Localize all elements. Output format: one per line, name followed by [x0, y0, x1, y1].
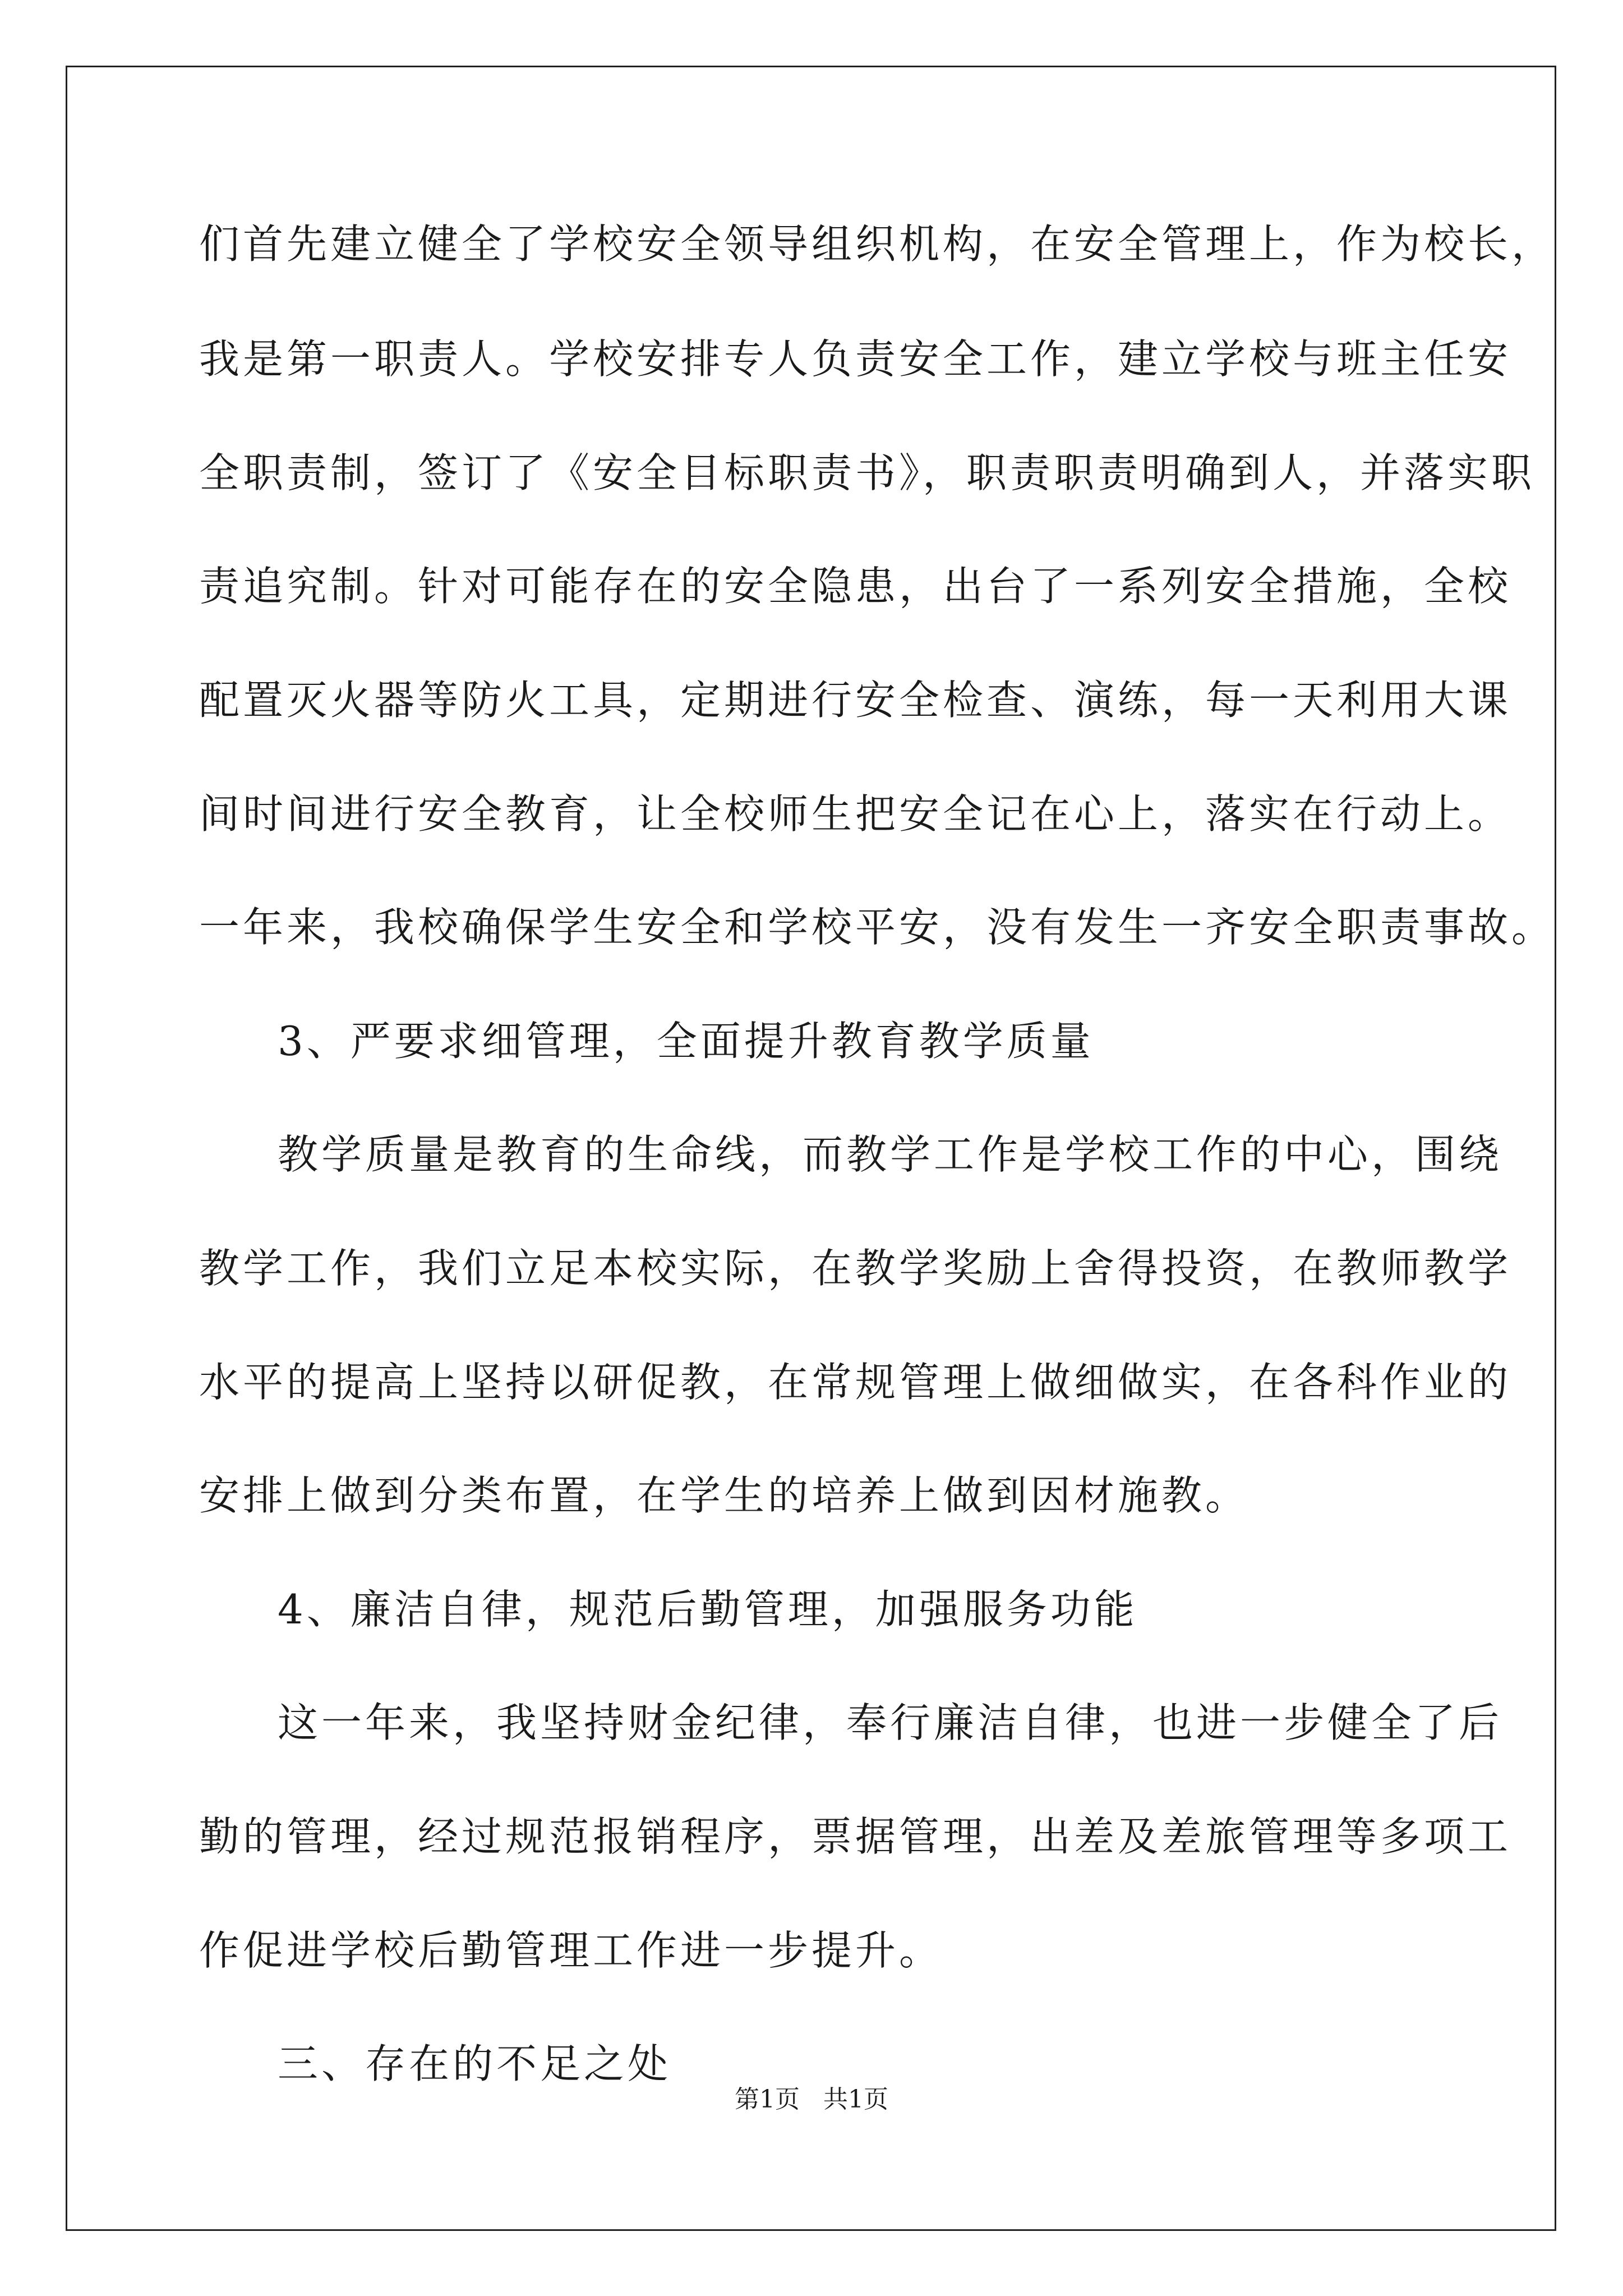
paragraph-line: 一年来，我校确保学生安全和学校平安，没有发生一齐安全职责事故。 [199, 904, 1556, 951]
paragraph-line: 全职责制，签订了《安全目标职责书》，职责职责明确到人，并落实职 [199, 449, 1536, 496]
page-number: 第1页 [735, 2085, 800, 2114]
page-footer [0, 2083, 1623, 2116]
paragraph-line: 作促进学校后勤管理工作进一步提升。 [199, 1927, 943, 1974]
paragraph-line: 这一年来，我坚持财金纪律，奉行廉洁自律，也进一步健全了后 [278, 1699, 1503, 1746]
paragraph-line: 教学工作，我们立足本校实际，在教学奖励上舍得投资，在教师教学 [199, 1245, 1512, 1292]
section-heading: 三、存在的不足之处 [278, 2040, 672, 2087]
paragraph-line: 教学质量是教育的生命线，而教学工作是学校工作的中心，围绕 [278, 1131, 1503, 1178]
paragraph-line: 责追究制。针对可能存在的安全隐患，出台了一系列安全措施，全校 [199, 563, 1512, 610]
page-total: 共1页 [823, 2085, 888, 2114]
paragraph-line: 间时间进行安全教育，让全校师生把安全记在心上，落实在行动上。 [199, 790, 1512, 838]
paragraph-line: 水平的提高上坚持以研促教，在常规管理上做细做实，在各科作业的 [199, 1359, 1512, 1406]
paragraph-line: 们首先建立健全了学校安全领导组织机构，在安全管理上，作为校长， [199, 220, 1556, 268]
paragraph-line: 我是第一职责人。学校安排专人负责安全工作，建立学校与班主任安 [199, 335, 1512, 383]
paragraph-line: 勤的管理，经过规范报销程序，票据管理，出差及差旅管理等多项工 [199, 1813, 1512, 1860]
paragraph-line: 配置灭火器等防火工具，定期进行安全检查、演练，每一天利用大课 [199, 677, 1512, 724]
section-heading: 4、廉洁自律，规范后勤管理，加强服务功能 [278, 1586, 1138, 1633]
paragraph-line: 安排上做到分类布置，在学生的培养上做到因材施教。 [199, 1472, 1249, 1519]
section-heading: 3、严要求细管理，全面提升教育教学质量 [278, 1018, 1094, 1065]
